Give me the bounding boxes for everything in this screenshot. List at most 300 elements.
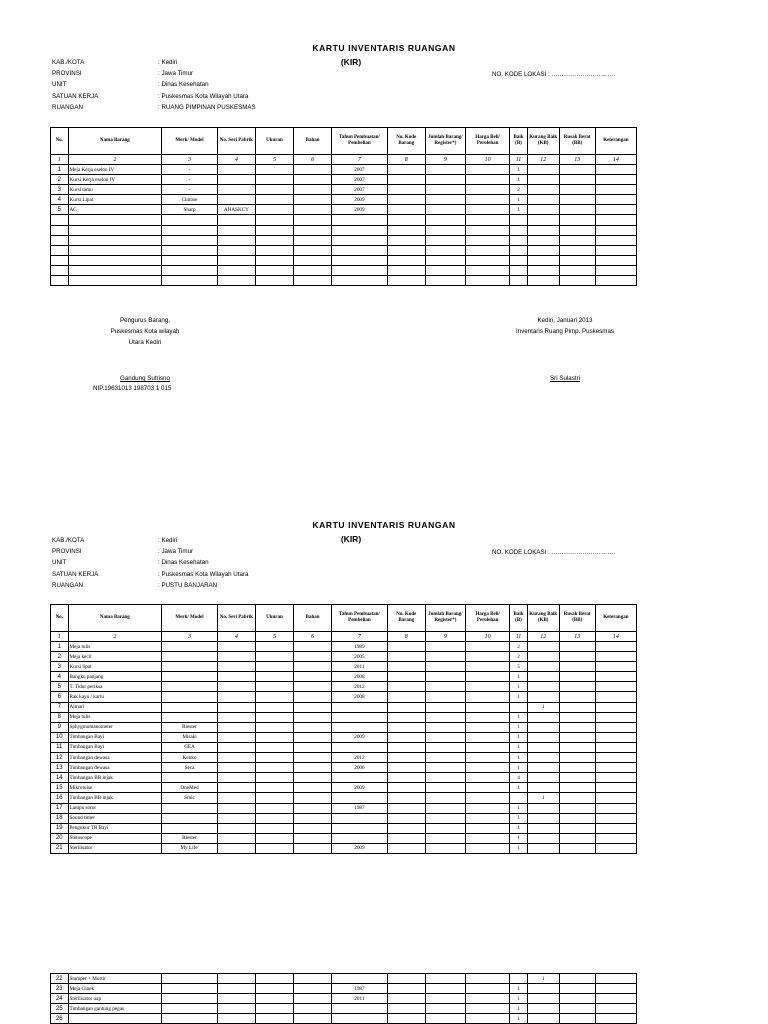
signer-name: Gandung Sutrisno xyxy=(120,375,170,382)
column-header: Rusak Berat (BB) xyxy=(559,128,595,155)
table-cell xyxy=(559,672,595,682)
table-cell xyxy=(425,245,465,255)
table-cell xyxy=(465,753,509,763)
section-1-info xyxy=(52,57,256,113)
table-cell xyxy=(425,773,465,783)
table-cell: 14 xyxy=(51,773,69,783)
table-cell xyxy=(465,265,509,275)
signature-left xyxy=(60,315,230,348)
table-cell: 12 xyxy=(51,753,69,763)
table-row xyxy=(51,1004,637,1014)
table-row xyxy=(51,672,637,682)
table-row xyxy=(51,165,637,175)
info-row xyxy=(52,580,248,591)
table-cell: 20 xyxy=(51,833,69,843)
info-row xyxy=(52,557,248,568)
table-cell xyxy=(255,276,293,286)
table-cell xyxy=(387,793,425,803)
table-cell xyxy=(332,245,388,255)
table-cell: 1 xyxy=(510,763,528,773)
table-row xyxy=(51,195,637,205)
table-row xyxy=(51,712,637,722)
table-cell xyxy=(559,255,595,265)
table-cell: 1 xyxy=(510,175,528,185)
table-cell xyxy=(425,732,465,742)
section-1-title: KARTU INVENTARIS RUANGAN xyxy=(312,43,456,53)
table-cell xyxy=(595,742,636,752)
column-header: No. Seri Pabrik xyxy=(217,128,255,155)
table-cell xyxy=(465,255,509,265)
table-cell xyxy=(510,265,528,275)
table-cell: Meja tulis xyxy=(68,712,162,722)
table-cell xyxy=(425,783,465,793)
table-cell xyxy=(527,642,559,652)
table-cell: 5 xyxy=(51,205,69,215)
table-cell xyxy=(387,682,425,692)
table-row xyxy=(51,773,637,783)
column-number: 6 xyxy=(294,155,332,165)
table-cell xyxy=(162,813,218,823)
table-cell xyxy=(162,672,218,682)
column-header: No. Kode Barang xyxy=(387,128,425,155)
table-row xyxy=(51,803,637,813)
signer-nip: NIP.19631013 198703 1 015 xyxy=(93,385,172,392)
table-cell xyxy=(294,833,332,843)
table-cell: 2009 xyxy=(332,205,388,215)
table-cell xyxy=(162,1014,218,1024)
table-header-row xyxy=(51,605,637,632)
table-cell xyxy=(68,276,162,286)
table-cell xyxy=(332,702,388,712)
table-cell xyxy=(332,793,388,803)
info-value: : Jawa Timur xyxy=(158,548,194,556)
table-cell xyxy=(162,642,218,652)
table-cell xyxy=(425,702,465,712)
table-cell xyxy=(294,1014,332,1024)
table-cell xyxy=(387,763,425,773)
table-cell xyxy=(595,1014,636,1024)
table-cell xyxy=(162,994,218,1004)
column-header: Jumlah Barang/ Register*) xyxy=(425,605,465,632)
table-cell: Kursi Lipat xyxy=(68,195,162,205)
column-header: Baik (B) xyxy=(510,605,528,632)
table-cell xyxy=(217,662,255,672)
table-cell: 1 xyxy=(510,833,528,843)
table-cell xyxy=(425,215,465,225)
table-cell xyxy=(294,672,332,682)
table-cell xyxy=(559,763,595,773)
table-cell: Sterilisator xyxy=(68,843,162,853)
table-cell xyxy=(217,702,255,712)
table-cell xyxy=(255,974,293,984)
info-value: : Dinas Kesehatan xyxy=(158,81,209,89)
table-cell xyxy=(465,175,509,185)
table-cell xyxy=(559,642,595,652)
table-cell xyxy=(255,753,293,763)
table-cell: 1 xyxy=(527,974,559,984)
table-cell: Sound timer xyxy=(68,813,162,823)
table-cell xyxy=(255,833,293,843)
table-cell xyxy=(217,783,255,793)
table-cell xyxy=(465,732,509,742)
table-cell xyxy=(559,722,595,732)
table-cell xyxy=(255,984,293,994)
table-row xyxy=(51,215,637,225)
table-cell xyxy=(465,215,509,225)
table-cell xyxy=(217,1004,255,1014)
info-row xyxy=(52,68,256,79)
table-cell xyxy=(527,1014,559,1024)
table-cell xyxy=(595,783,636,793)
table-cell: 4 xyxy=(51,195,69,205)
table-cell xyxy=(294,712,332,722)
column-number: 1 xyxy=(51,632,69,642)
table-cell: Meja kecil xyxy=(68,652,162,662)
table-cell xyxy=(465,672,509,682)
table-cell xyxy=(425,652,465,662)
table-cell xyxy=(255,235,293,245)
table-cell xyxy=(425,225,465,235)
table-cell xyxy=(217,195,255,205)
table-cell xyxy=(595,235,636,245)
table-cell xyxy=(217,763,255,773)
table-cell xyxy=(425,763,465,773)
table-cell xyxy=(387,215,425,225)
table-cell: Meja Kerja eselon IV xyxy=(68,165,162,175)
table-cell xyxy=(255,702,293,712)
table-cell: My Life' xyxy=(162,843,218,853)
table-cell xyxy=(465,1004,509,1014)
info-value: : Puskesmas Kota Wilayah Utara xyxy=(158,92,249,100)
table-cell xyxy=(217,276,255,286)
table-cell: 1 xyxy=(527,702,559,712)
table-cell xyxy=(387,843,425,853)
table-cell xyxy=(162,702,218,712)
table-cell: Kursi tamu xyxy=(68,185,162,195)
table-cell xyxy=(527,692,559,702)
table-cell xyxy=(387,255,425,265)
table-cell xyxy=(294,245,332,255)
info-label: KAB./KOTA xyxy=(52,59,85,66)
table-cell: Timbangan BB injak xyxy=(68,793,162,803)
table-cell xyxy=(162,662,218,672)
table-cell xyxy=(294,662,332,672)
table-cell xyxy=(465,185,509,195)
table-cell xyxy=(387,722,425,732)
table-cell: 2012 xyxy=(332,753,388,763)
table-cell xyxy=(595,672,636,682)
table-cell xyxy=(465,813,509,823)
info-value: : Kediri xyxy=(158,537,178,544)
table-cell xyxy=(465,1014,509,1024)
table-cell xyxy=(294,195,332,205)
table-cell xyxy=(387,984,425,994)
table-cell xyxy=(217,165,255,175)
table-cell xyxy=(387,833,425,843)
table-row xyxy=(51,175,637,185)
table-cell xyxy=(217,235,255,245)
table-cell xyxy=(559,205,595,215)
table-cell xyxy=(527,185,559,195)
table-cell xyxy=(294,652,332,662)
table-cell xyxy=(465,702,509,712)
table-cell xyxy=(387,702,425,712)
table-cell xyxy=(217,773,255,783)
table-cell xyxy=(595,245,636,255)
table-cell xyxy=(294,753,332,763)
table-cell: Timbangan gantung pegas xyxy=(68,1004,162,1014)
column-number: 7 xyxy=(332,155,388,165)
table-cell: Timbangan Bayi xyxy=(68,742,162,752)
table-cell xyxy=(595,753,636,763)
table-cell xyxy=(387,235,425,245)
table-cell: Chitose xyxy=(162,195,218,205)
table-cell xyxy=(559,974,595,984)
table-cell xyxy=(527,235,559,245)
table-cell xyxy=(68,1014,162,1024)
table-cell xyxy=(162,1004,218,1014)
table-cell: 24 xyxy=(51,994,69,1004)
info-label: UNIT xyxy=(52,559,67,567)
column-header: Keterangan xyxy=(595,605,636,632)
table-cell xyxy=(465,205,509,215)
table-cell xyxy=(294,175,332,185)
table-row xyxy=(51,662,637,672)
table-cell: AHASKCY xyxy=(217,205,255,215)
table-cell xyxy=(595,803,636,813)
table-cell xyxy=(387,165,425,175)
table-cell xyxy=(162,974,218,984)
table-row xyxy=(51,692,637,702)
table-cell: 1 xyxy=(51,165,69,175)
table-cell: Kursi lipat xyxy=(68,662,162,672)
table-cell xyxy=(217,742,255,752)
table-cell xyxy=(465,195,509,205)
table-row xyxy=(51,255,637,265)
table-cell: 8 xyxy=(51,712,69,722)
info-label: RUANGAN xyxy=(52,581,83,589)
table-cell: 10 xyxy=(51,732,69,742)
table-cell xyxy=(217,994,255,1004)
table-cell xyxy=(51,255,69,265)
table-cell xyxy=(387,994,425,1004)
table-cell xyxy=(527,732,559,742)
table-row xyxy=(51,642,637,652)
table-row xyxy=(51,753,637,763)
table-cell xyxy=(162,803,218,813)
table-cell xyxy=(387,753,425,763)
table-cell: Meja Ginek xyxy=(68,984,162,994)
table-cell xyxy=(387,662,425,672)
table-cell xyxy=(527,682,559,692)
table-cell xyxy=(162,773,218,783)
table-cell xyxy=(217,642,255,652)
table-cell xyxy=(465,763,509,773)
table-cell xyxy=(255,672,293,682)
table-cell xyxy=(559,276,595,286)
table-row xyxy=(51,225,637,235)
table-cell xyxy=(425,276,465,286)
table-cell xyxy=(387,195,425,205)
table-cell xyxy=(332,722,388,732)
column-number: 14 xyxy=(595,632,636,642)
table-cell xyxy=(527,276,559,286)
table-cell xyxy=(465,803,509,813)
table-cell xyxy=(559,742,595,752)
table-cell xyxy=(510,276,528,286)
column-number: 12 xyxy=(527,155,559,165)
table-cell xyxy=(332,974,388,984)
table-cell xyxy=(425,793,465,803)
table-cell xyxy=(425,265,465,275)
table-cell xyxy=(527,823,559,833)
info-label: KAB./KOTA xyxy=(52,537,85,544)
table-cell xyxy=(68,225,162,235)
signature-right xyxy=(480,315,650,337)
table-cell: Riester xyxy=(162,722,218,732)
info-row xyxy=(52,546,248,557)
table-cell xyxy=(255,195,293,205)
table-cell xyxy=(217,682,255,692)
table-cell: 1 xyxy=(510,682,528,692)
table-cell xyxy=(465,235,509,245)
table-cell xyxy=(559,803,595,813)
column-number: 11 xyxy=(510,632,528,642)
table-row xyxy=(51,783,637,793)
table-header-row xyxy=(51,128,637,155)
table-cell: Lampu sorot xyxy=(68,803,162,813)
table-cell xyxy=(294,763,332,773)
table-cell xyxy=(465,823,509,833)
table-cell xyxy=(527,175,559,185)
table-cell: 2009 xyxy=(332,783,388,793)
table-cell xyxy=(255,175,293,185)
table-cell xyxy=(425,682,465,692)
table-cell xyxy=(217,753,255,763)
table-cell: 1 xyxy=(510,843,528,853)
table-cell: 2012 xyxy=(332,682,388,692)
table-cell xyxy=(162,265,218,275)
table-cell: Almari xyxy=(68,702,162,712)
table-cell xyxy=(510,702,528,712)
table-cell xyxy=(527,652,559,662)
table-cell: 25 xyxy=(51,1004,69,1014)
table-cell xyxy=(425,1014,465,1024)
table-cell xyxy=(559,682,595,692)
table-cell xyxy=(387,823,425,833)
table-cell xyxy=(527,215,559,225)
table-cell xyxy=(387,742,425,752)
column-header: Ukuran xyxy=(255,605,293,632)
table-cell xyxy=(255,662,293,672)
column-number: 5 xyxy=(255,632,293,642)
table-cell: 2009 xyxy=(332,843,388,853)
table-cell xyxy=(425,753,465,763)
table-cell xyxy=(527,165,559,175)
table-cell xyxy=(559,235,595,245)
table-cell xyxy=(595,225,636,235)
table-cell xyxy=(162,245,218,255)
table-cell xyxy=(595,205,636,215)
table-cell xyxy=(465,833,509,843)
column-header: Baik (B) xyxy=(510,128,528,155)
info-value: : RUANG PIMPINAN PUSKESMAS xyxy=(158,103,256,111)
table-cell xyxy=(162,682,218,692)
table-cell xyxy=(465,276,509,286)
table-cell: Timbangan BB injak xyxy=(68,773,162,783)
table-cell xyxy=(527,813,559,823)
table-cell: - xyxy=(162,175,218,185)
table-cell xyxy=(255,742,293,752)
table-cell: 19 xyxy=(51,823,69,833)
table-cell xyxy=(294,974,332,984)
column-header: No. xyxy=(51,128,69,155)
inventory-table-continuation xyxy=(50,973,637,1024)
table-cell xyxy=(425,255,465,265)
column-header: No. Kode Barang xyxy=(387,605,425,632)
table-cell: Stetoscope xyxy=(68,833,162,843)
table-cell: 1 xyxy=(510,712,528,722)
table-cell xyxy=(255,793,293,803)
column-number: 12 xyxy=(527,632,559,642)
table-cell xyxy=(332,823,388,833)
table-cell xyxy=(559,732,595,742)
table-cell: 1 xyxy=(510,672,528,682)
table-row xyxy=(51,276,637,286)
table-cell xyxy=(425,742,465,752)
table-cell xyxy=(465,692,509,702)
table-cell xyxy=(510,215,528,225)
table-cell xyxy=(465,165,509,175)
table-cell xyxy=(595,843,636,853)
table-cell xyxy=(559,245,595,255)
table-cell xyxy=(294,276,332,286)
table-cell xyxy=(559,1004,595,1014)
table-row xyxy=(51,245,637,255)
column-header: Merk/ Model xyxy=(162,605,218,632)
table-cell xyxy=(595,175,636,185)
table-cell: 3 xyxy=(51,662,69,672)
table-row xyxy=(51,994,637,1004)
table-cell xyxy=(595,813,636,823)
table-row xyxy=(51,742,637,752)
info-label: SATUAN KERJA xyxy=(52,92,99,100)
table-cell xyxy=(255,1014,293,1024)
table-cell xyxy=(387,672,425,682)
table-cell xyxy=(162,652,218,662)
table-cell xyxy=(217,843,255,853)
table-cell xyxy=(162,225,218,235)
info-label: PROVINSI xyxy=(52,548,82,556)
table-cell xyxy=(527,195,559,205)
column-number: 10 xyxy=(465,632,509,642)
table-cell xyxy=(527,803,559,813)
table-cell xyxy=(217,215,255,225)
table-cell: Pengukur TB Bayi xyxy=(68,823,162,833)
table-cell xyxy=(425,994,465,1004)
table-cell xyxy=(294,773,332,783)
table-cell xyxy=(387,813,425,823)
table-cell xyxy=(595,195,636,205)
column-number: 11 xyxy=(510,155,528,165)
table-cell xyxy=(294,265,332,275)
table-row xyxy=(51,652,637,662)
table-cell xyxy=(51,225,69,235)
table-cell: T. Tidur periksa xyxy=(68,682,162,692)
table-cell xyxy=(595,276,636,286)
column-number: 7 xyxy=(332,632,388,642)
table-cell xyxy=(527,763,559,773)
